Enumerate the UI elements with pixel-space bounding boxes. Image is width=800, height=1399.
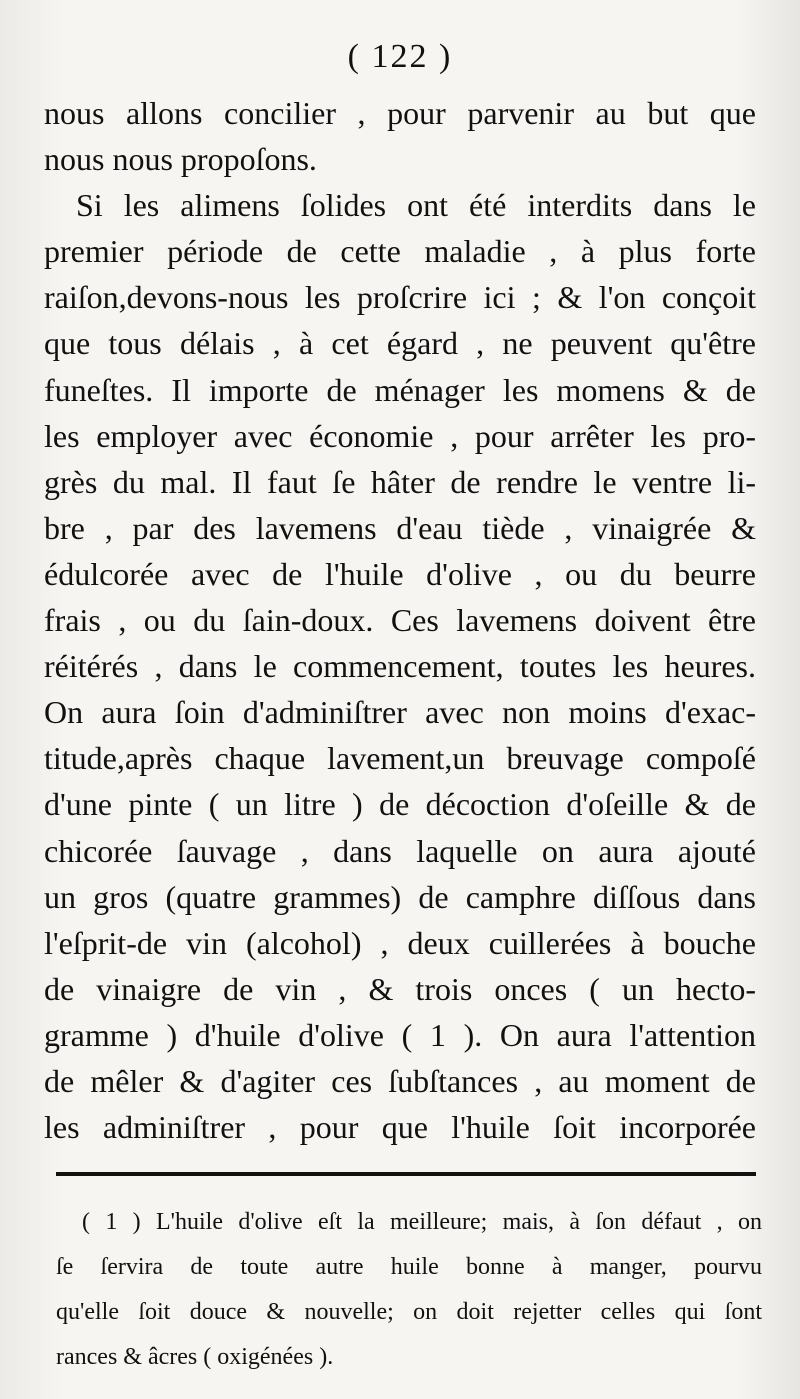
text-line: un gros (quatre grammes) de camphre diſſous dans <box>44 878 756 915</box>
text-line: funeſtes. Il importe de ménager les momens & de <box>44 371 756 408</box>
text-line: réitérés , dans le commencement, toutes les heures. <box>44 648 756 685</box>
text-line: gramme ) d'huile d'olive ( 1 ). On aura l'attention <box>44 1016 756 1053</box>
text-line: les employer avec économie , pour arrêter les pro- <box>44 417 756 454</box>
body-text <box>44 90 756 1150</box>
text-line: les adminiſtrer , pour que l'huile ſoit incorporée <box>44 1109 756 1146</box>
text-line: On aura ſoin d'adminiſtrer avec non moins d'exac- <box>44 694 756 731</box>
footnote-line: ſe ſervira de toute autre huile bonne à manger, pourvu <box>56 1254 762 1280</box>
text-line: édulcorée avec de l'huile d'olive , ou du beurre <box>44 555 756 592</box>
text-line: de mêler & d'agiter ces ſubſtances , au moment de <box>44 1062 756 1099</box>
footnote-line: qu'elle ſoit douce & nouvelle; on doit rejetter celles qui ſont <box>56 1299 762 1325</box>
text-line: bre , par des lavemens d'eau tiède , vinaigrée & <box>44 509 756 546</box>
footnote-line: ( 1 ) L'huile d'olive eſt la meilleure; mais, à ſon défaut , on <box>82 1209 762 1235</box>
text-line: nous nous propoſons. <box>44 141 317 178</box>
text-line: l'eſprit-de vin (alcohol) , deux cuillerées à bouche <box>44 924 756 961</box>
text-line: titude,après chaque lavement,un breuvage compoſé <box>44 740 756 777</box>
footnote-line: rances & âcres ( oxigénées ). <box>56 1344 334 1370</box>
text-line: Si les alimens ſolides ont été interdits dans le <box>76 187 756 224</box>
text-line: chicorée ſauvage , dans laquelle on aura ajouté <box>44 832 756 869</box>
text-line: d'une pinte ( un litre ) de décoction d'oſeille & de <box>44 786 756 823</box>
footnote-divider <box>56 1172 756 1176</box>
text-line: raiſon,devons-nous les proſcrire ici ; & l'on conçoit <box>44 279 756 316</box>
text-line: que tous délais , à cet égard , ne peuvent qu'être <box>44 325 756 362</box>
footnote <box>56 1200 762 1380</box>
text-line: premier période de cette maladie , à plus forte <box>44 233 756 270</box>
page-number: ( 122 ) <box>347 38 453 75</box>
text-line: frais , ou du ſain-doux. Ces lavemens doivent être <box>44 602 756 639</box>
text-line: grès du mal. Il faut ſe hâter de rendre le ventre li- <box>44 463 756 500</box>
text-line: de vinaigre de vin , & trois onces ( un hecto- <box>44 970 756 1007</box>
text-line: nous allons concilier , pour parvenir au but que <box>44 95 756 131</box>
